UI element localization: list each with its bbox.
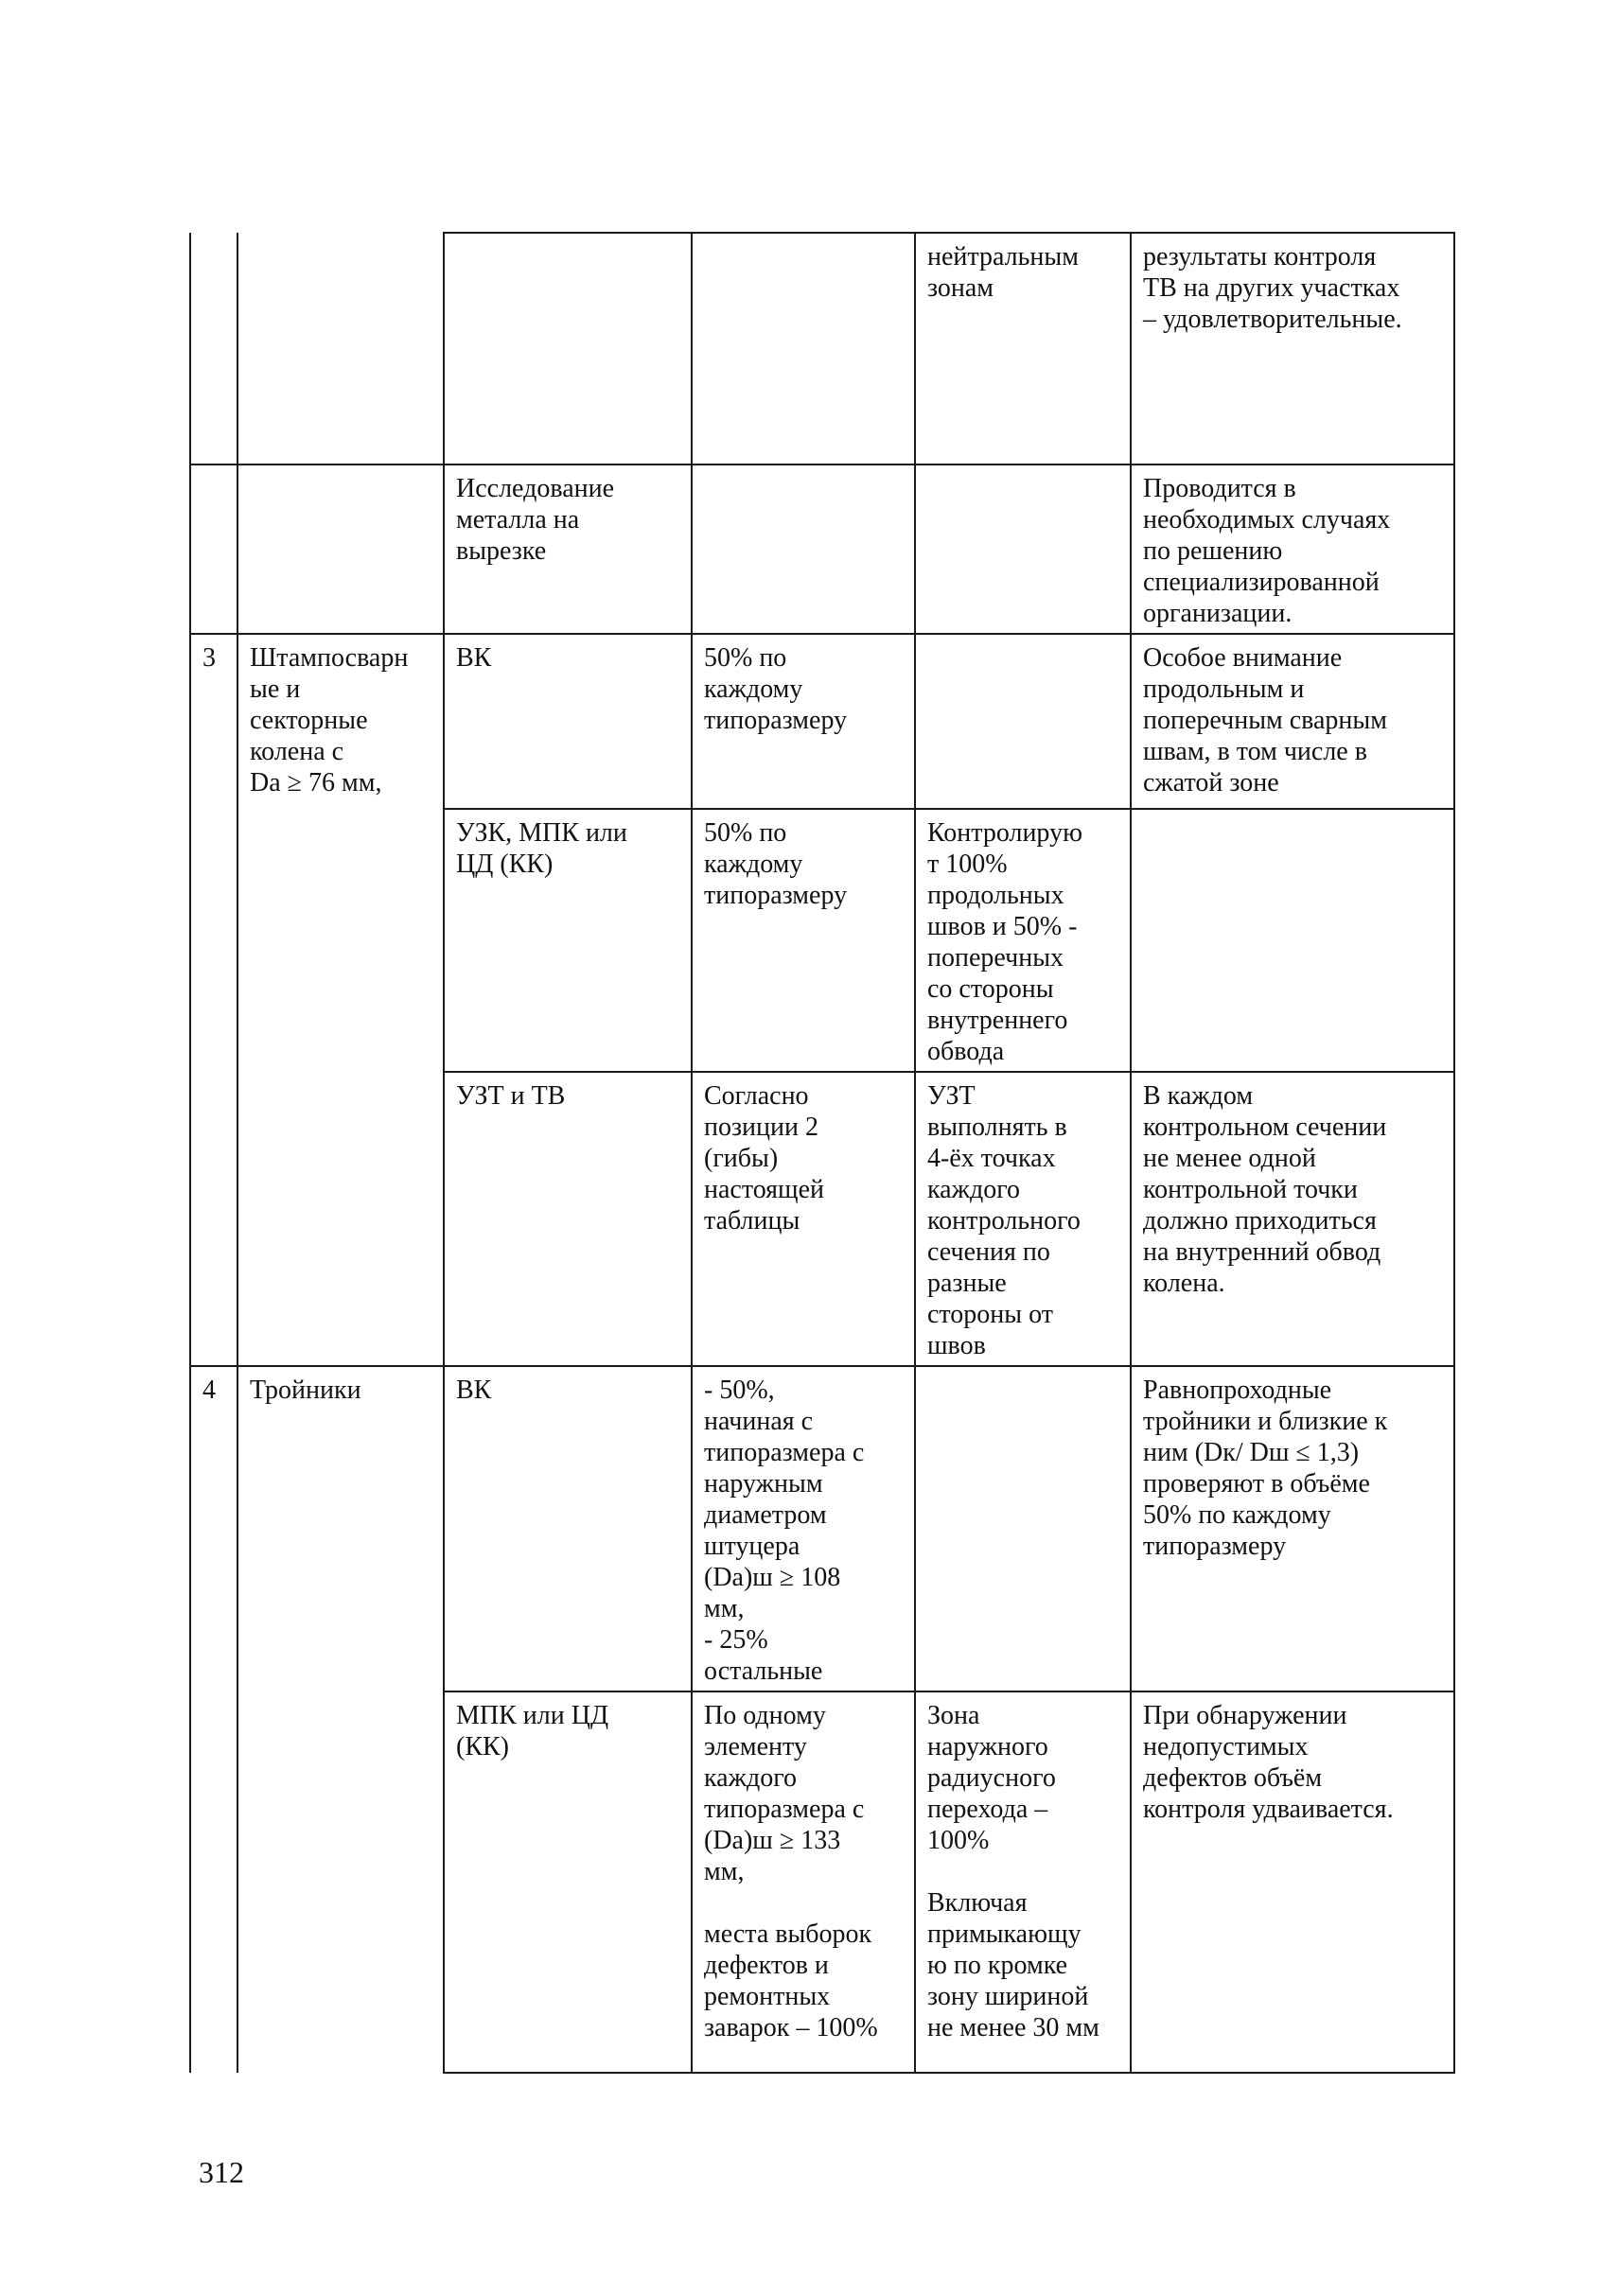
element-cell: Штампосварн ые и секторные колена с Da ≥ 76 мм, [237, 634, 444, 809]
note-cell: результаты контроля ТВ на других участках – удовлетворительные. [1131, 233, 1454, 464]
element-cell: Тройники [237, 1366, 444, 1691]
method-cell: УЗК, МПК или ЦД (КК) [444, 809, 692, 1072]
zone-cell: Контролирую т 100% продольных швов и 50% - поперечных со стороны внутреннего обвода [915, 809, 1131, 1072]
volume-cell: По одному элементу каждого типоразмера с (Da)ш ≥ 133 мм, места выборок дефектов и ремонтных заварок – 100% [692, 1691, 915, 2073]
volume-cell: 50% по каждому типоразмеру [692, 809, 915, 1072]
page-number: 312 [199, 2155, 244, 2189]
volume-cell [692, 233, 915, 464]
note-cell: Проводится в необходимых случаях по решению специализированной организации. [1131, 464, 1454, 634]
table-row [190, 464, 1454, 634]
zone-cell: Зона наружного радиусного перехода – 100% Включая примыкающу ю по кромке зону шириной не менее 30 мм [915, 1691, 1131, 2073]
element-cell [237, 233, 444, 464]
method-cell: УЗТ и ТВ [444, 1072, 692, 1366]
note-cell: При обнаружении недопустимых дефектов объём контроля удваивается. [1131, 1691, 1454, 2073]
element-cell [237, 809, 444, 1072]
table-row [190, 1366, 1454, 1691]
note-cell: В каждом контрольном сечении не менее одной контрольной точки должно приходиться на внутренний обвод колена. [1131, 1072, 1454, 1366]
table-row [190, 634, 1454, 809]
zone-cell [915, 1366, 1131, 1691]
note-cell: Особое внимание продольным и поперечным сварным швам, в том числе в сжатой зоне [1131, 634, 1454, 809]
volume-cell: - 50%, начиная с типоразмера с наружным диаметром штуцера (Da)ш ≥ 108 мм, - 25% остальные [692, 1366, 915, 1691]
control-requirements-table [189, 232, 1455, 2074]
zone-cell: нейтральным зонам [915, 233, 1131, 464]
zone-cell [915, 464, 1131, 634]
table-row [190, 1072, 1454, 1366]
element-cell [237, 1072, 444, 1366]
note-cell [1131, 809, 1454, 1072]
row-number-cell [190, 233, 237, 464]
row-number-cell [190, 1691, 237, 2073]
row-number-cell [190, 1072, 237, 1366]
zone-cell: УЗТ выполнять в 4-ёх точках каждого контрольного сечения по разные стороны от швов [915, 1072, 1131, 1366]
table-row [190, 233, 1454, 464]
volume-cell: Согласно позиции 2 (гибы) настоящей таблицы [692, 1072, 915, 1366]
row-number-cell [190, 464, 237, 634]
element-cell [237, 1691, 444, 2073]
method-cell: МПК или ЦД (КК) [444, 1691, 692, 2073]
element-cell [237, 464, 444, 634]
table-row [190, 809, 1454, 1072]
table-row [190, 1691, 1454, 2073]
note-cell: Равнопроходные тройники и близкие к ним (Dк/ Dш ≤ 1,3) проверяют в объёме 50% по каждому типоразмеру [1131, 1366, 1454, 1691]
row-number-cell [190, 809, 237, 1072]
method-cell: ВК [444, 1366, 692, 1691]
volume-cell: 50% по каждому типоразмеру [692, 634, 915, 809]
zone-cell [915, 634, 1131, 809]
method-cell [444, 233, 692, 464]
volume-cell [692, 464, 915, 634]
method-cell: Исследование металла на вырезке [444, 464, 692, 634]
method-cell: ВК [444, 634, 692, 809]
row-number-cell: 3 [190, 634, 237, 809]
row-number-cell: 4 [190, 1366, 237, 1691]
